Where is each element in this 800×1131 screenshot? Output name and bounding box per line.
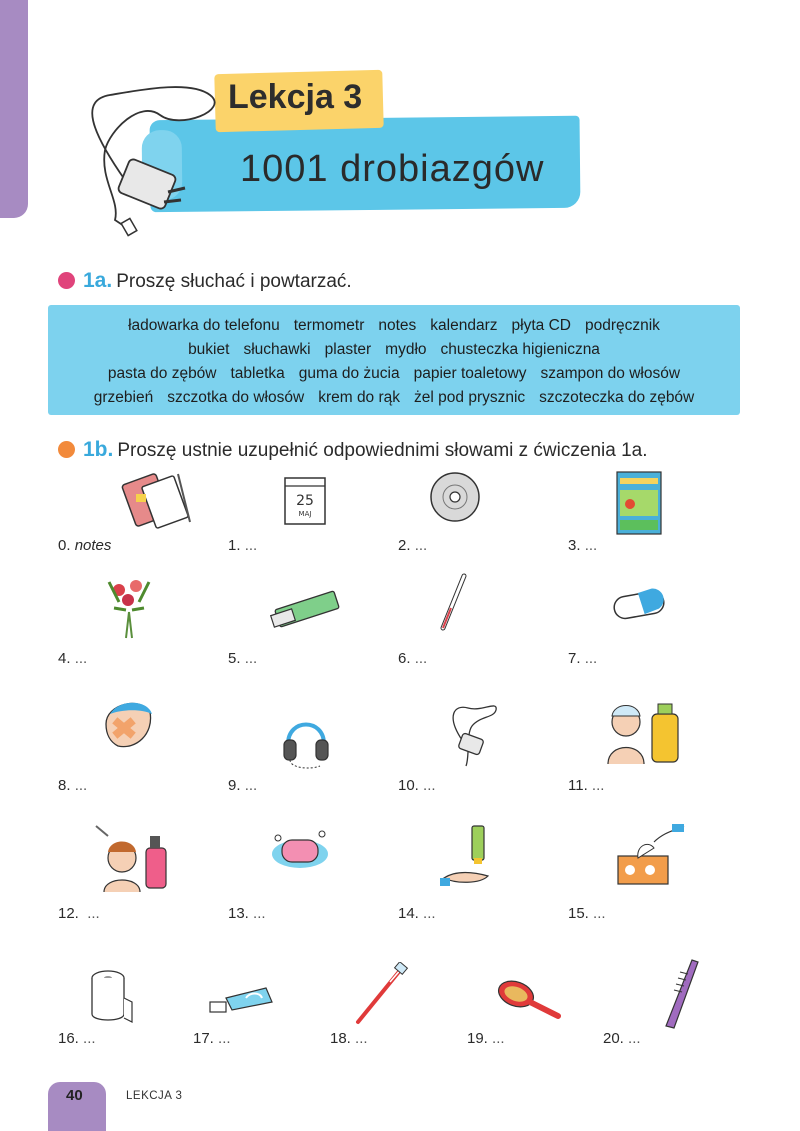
item-label: 10. ... [398, 777, 436, 794]
item-label: 13. ... [228, 905, 266, 922]
item-label: 20. ... [603, 1030, 641, 1047]
chewing-gum-icon [268, 588, 348, 632]
item-label: 3. ... [568, 537, 598, 554]
item-label: 2. ... [398, 537, 428, 554]
item-label: 16. ... [58, 1030, 96, 1047]
word: szczotka do włosów [167, 389, 305, 406]
charger-illustration-icon [70, 70, 220, 240]
notebook-icon [118, 470, 194, 532]
item-label: 14. ... [398, 905, 436, 922]
word: żel pod prysznic [414, 389, 526, 406]
item-label: 4. ... [58, 650, 88, 667]
word-row [48, 389, 740, 407]
word: termometr [293, 317, 365, 334]
item-label: 1. ... [228, 537, 258, 554]
plaster-icon [100, 694, 156, 752]
exercise-1a-number: 1a. [83, 269, 113, 292]
word-row [48, 341, 740, 359]
item-label: 5. ... [228, 650, 258, 667]
item-label: 8. ... [58, 777, 88, 794]
word: słuchawki [243, 341, 311, 358]
word-box [48, 305, 740, 415]
word: notes [378, 317, 417, 334]
item-label: 11. ... [568, 777, 605, 794]
word: tabletka [230, 365, 285, 382]
word: płyta CD [511, 317, 571, 334]
item-label: 12. ... [58, 905, 100, 922]
thermometer-icon [438, 572, 468, 634]
side-tab [0, 0, 28, 218]
calendar-day: 25 [296, 493, 314, 509]
calendar-month: MAJ [298, 510, 312, 518]
word: szczoteczka do zębów [539, 389, 695, 406]
word: papier toaletowy [413, 365, 527, 382]
shampoo-icon [600, 696, 684, 766]
item-label: 0. notes [58, 537, 112, 554]
page-number: 40 [66, 1087, 83, 1104]
exercise-1b-number: 1b. [83, 438, 114, 461]
item-label: 17. ... [193, 1030, 231, 1047]
shower-gel-icon [88, 822, 172, 892]
word-row [48, 317, 740, 335]
toilet-paper-icon [88, 968, 134, 1024]
toothpaste-icon [206, 978, 282, 1020]
word: pasta do zębów [107, 365, 217, 382]
headphones-icon [280, 708, 332, 772]
word: szampon do włosów [540, 365, 681, 382]
soap-icon [268, 826, 332, 872]
item-label: 7. ... [568, 650, 598, 667]
hairbrush-icon [494, 976, 562, 1022]
charger-icon [440, 696, 504, 772]
exercise-1b-heading [58, 438, 648, 462]
hand-cream-icon [440, 822, 496, 888]
footer-section-label: LEKCJA 3 [126, 1090, 183, 1102]
word: krem do rąk [318, 389, 401, 406]
word: bukiet [188, 341, 230, 358]
calendar-icon [282, 472, 328, 528]
word: plaster [324, 341, 372, 358]
item-label: 9. ... [228, 777, 258, 794]
word: mydło [385, 341, 427, 358]
cd-icon [428, 470, 482, 524]
exercise-1b-instruction: Proszę ustnie uzupełnić odpowiednimi słowami z ćwiczenia 1a. [117, 440, 648, 461]
textbook-icon [614, 470, 664, 536]
exercise-1a-heading [58, 269, 352, 293]
tissues-icon [614, 822, 688, 888]
item-label: 6. ... [398, 650, 428, 667]
word: podręcznik [584, 317, 660, 334]
item-label: 18. ... [330, 1030, 368, 1047]
word: ładowarka do telefonu [128, 317, 280, 334]
word: guma do żucia [298, 365, 400, 382]
comb-icon [656, 954, 702, 1030]
audio-icon [58, 272, 75, 289]
word: kalendarz [430, 317, 498, 334]
item-label: 15. ... [568, 905, 606, 922]
exercise-1a-instruction: Proszę słuchać i powtarzać. [116, 271, 352, 292]
speaking-icon [58, 441, 75, 458]
toothbrush-icon [350, 962, 410, 1028]
item-label: 19. ... [467, 1030, 505, 1047]
lesson-label: Lekcja 3 [228, 78, 363, 116]
word-row [48, 365, 740, 383]
bouquet-icon [104, 572, 154, 640]
word: grzebień [93, 389, 154, 406]
lesson-title: 1001 drobiazgów [240, 148, 545, 190]
pill-icon [610, 588, 668, 624]
word: chusteczka higieniczna [440, 341, 600, 358]
